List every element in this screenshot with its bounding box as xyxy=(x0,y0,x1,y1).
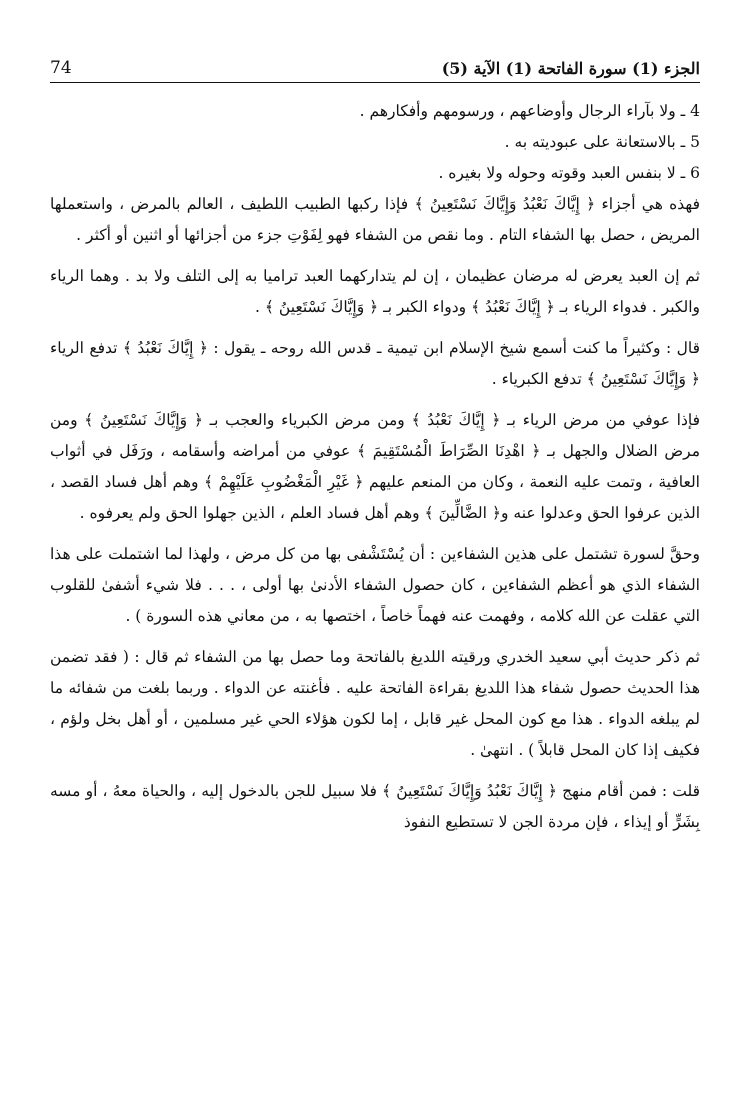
page-number: 74 xyxy=(50,58,72,78)
list-item-5: 5 ـ بالاستعانة على عبوديته به . xyxy=(504,133,700,151)
paragraph-jinn: قلت : فمن أقام منهج ﴿ إِيَّاكَ نَعْبُدُ وَإِيَّاكَ نَسْتَعِينُ ﴾ فلا سبيل للجن بالدخول إليه ، والحياة معهُ ، أو مسه بِشَرٍّ أو إيذاء ، فإن مردة الجن لا تستطيع النفوذ xyxy=(50,782,700,831)
paragraph-parts: فهذه هي أجزاء ﴿ إِيَّاكَ نَعْبُدُ وَإِيَّاكَ نَسْتَعِينُ ﴾ فإذا ركبها الطبيب اللطيف ، العالم بالمرض ، واستعملها المريض ، حصل بها الشفاء التام . وما نقص من الشفاء فهو لِفَوْتِ جزء من أجزائها أو اثنين أو أكثر . xyxy=(50,195,700,244)
paragraph-hadith: ثم ذكر حديث أبي سعيد الخدري ورقيته اللديغ بالفاتحة وما حصل بها من الشفاء ثم قال : ( فقد تضمن هذا الحديث حصول شفاء هذا اللديغ بقراءة الفاتحة عليه . فأغنته عن الدواء . وربما بلغت من شفائه ما لم يبلغه الدواء . هذا مع كون المحل غير قابل ، إما لكون هؤلاء الحي غير مسلمين ، أو أهل بخل ولؤم ، فكيف إذا كان المحل قابلاً ) . انتهىٰ . xyxy=(50,648,700,759)
paragraph-two-cures: وحقَّ لسورة تشتمل على هذين الشفاءين : أن يُسْتَشْفى بها من كل مرض ، ولهذا لما اشتملت على هذا الشفاء الذي هو أعظم الشفاءين ، كان حصول الشفاء الأدنىٰ بها أولى ، . . . فلا شيء أشفىٰ للقلوب التي عقلت عن الله كلامه ، وفهمت عنه فهماً خاصاً ، اختصها به ، من معاني هذه السورة ) . xyxy=(50,545,700,625)
page-body xyxy=(50,96,700,838)
header-rule xyxy=(50,82,700,83)
list-item-4: 4 ـ ولا بآراء الرجال وأوضاعهم ، ورسومهم وأفكارهم . xyxy=(359,102,700,120)
page-header xyxy=(50,48,700,78)
paragraph-ibn-taymiyya: قال : وكثيراً ما كنت أسمع شيخ الإسلام ابن تيمية ـ قدس الله روحه ـ يقول : ﴿ إِيَّاكَ نَعْبُدُ ﴾ تدفع الرياء ﴿ وَإِيَّاكَ نَسْتَعِينُ ﴾ تدفع الكبرياء . xyxy=(50,339,700,388)
paragraph-healing: فإذا عوفي من مرض الرياء بـ ﴿ إِيَّاكَ نَعْبُدُ ﴾ ومن مرض الكبرياء والعجب بـ ﴿ وَإِيَّاكَ نَسْتَعِينُ ﴾ ومن مرض الضلال والجهل بـ ﴿ اهْدِنَا الصِّرَاطَ الْمُسْتَقِيمَ ﴾ عوفي من أمراضه وأسقامه ، ورَفَل في أثواب العافية ، وتمت عليه النعمة ، وكان من المنعم عليهم ﴿ غَيْرِ الْمَغْضُوبِ عَلَيْهِمْ ﴾ وهم أهل فساد القصد ، الذين عرفوا الحق وعدلوا عنه و﴿ الضَّالِّينَ ﴾ وهم أهل فساد العلم ، الذين جهلوا الحق ولم يعرفوه . xyxy=(50,411,700,522)
running-title: الجزء (1) سورة الفاتحة (1) الآية (5) xyxy=(441,59,700,78)
paragraph-two-diseases: ثم إن العبد يعرض له مرضان عظيمان ، إن لم يتداركهما العبد تراميا به إلى التلف ولا بد . وهما الرياء والكبر . فدواء الرياء بـ ﴿ إِيَّاكَ نَعْبُدُ ﴾ ودواء الكبر بـ ﴿ وَإِيَّاكَ نَسْتَعِينُ ﴾ . xyxy=(50,267,700,316)
list-item-6: 6 ـ لا بنفس العبد وقوته وحوله ولا بغيره . xyxy=(438,164,700,182)
